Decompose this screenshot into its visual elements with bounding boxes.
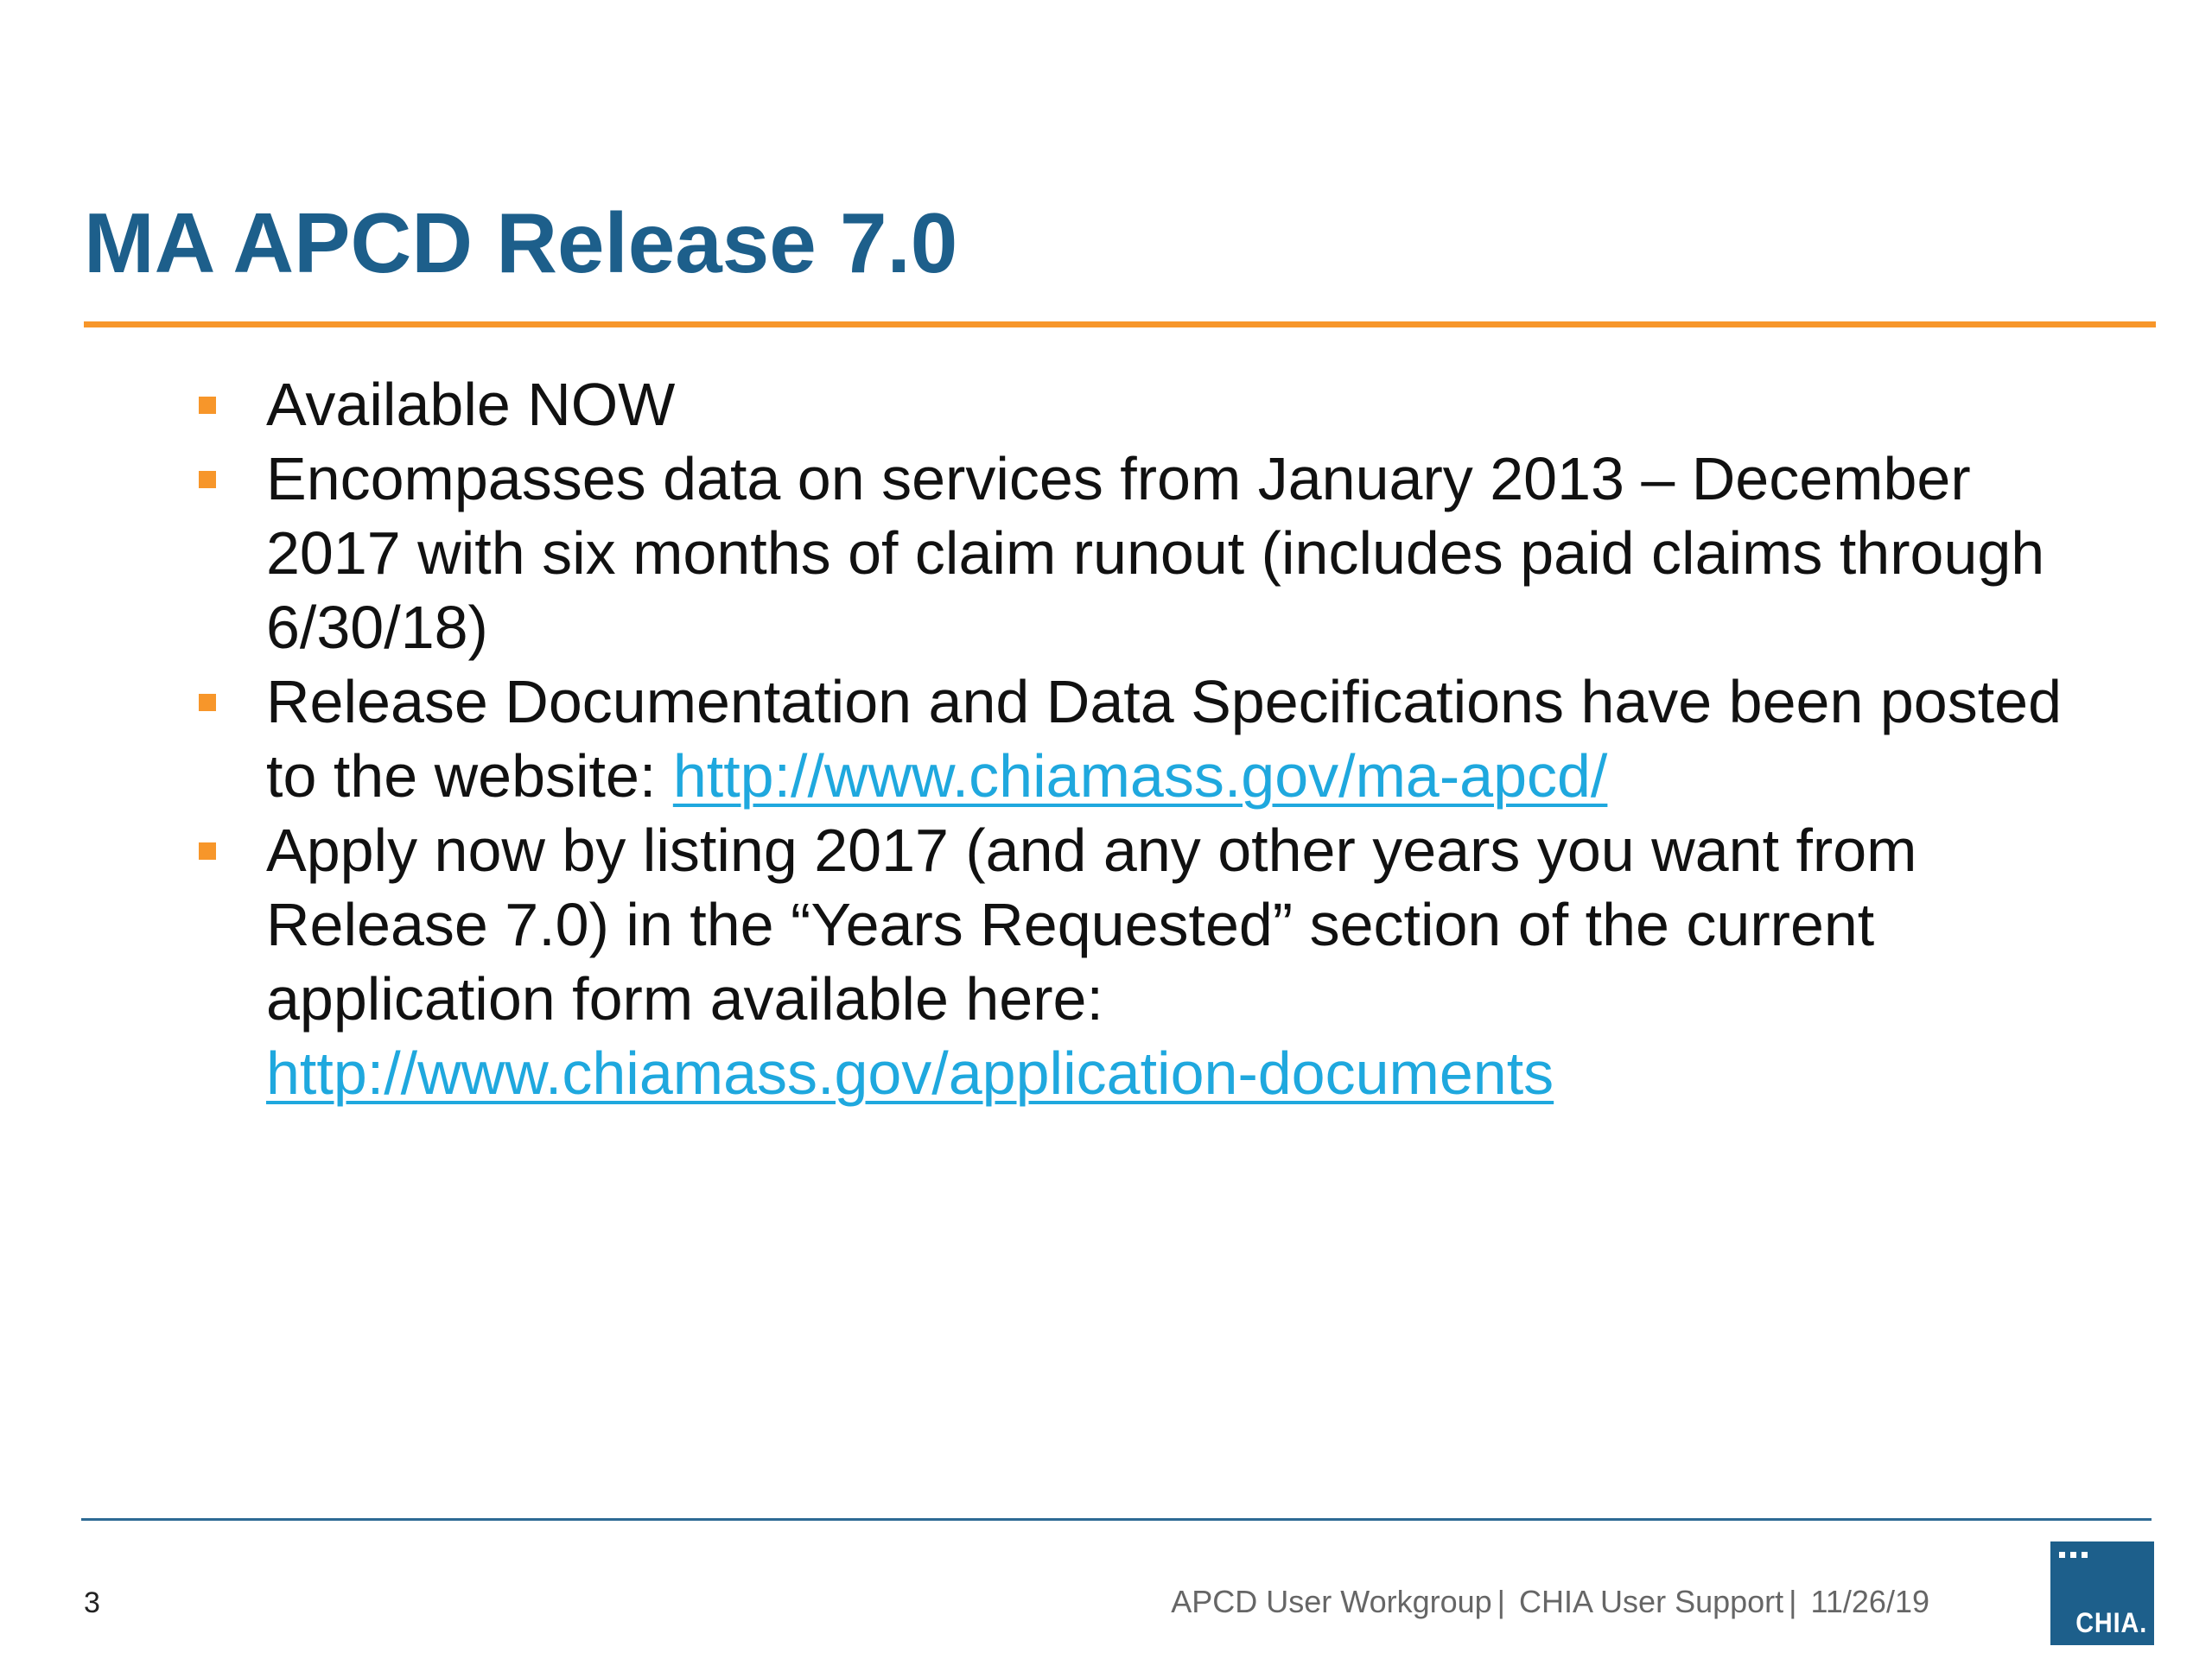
footer-separator: |	[1789, 1584, 1797, 1619]
slide-title: MA APCD Release 7.0	[84, 195, 958, 290]
square-bullet-icon	[199, 397, 216, 414]
bullet-text: Available NOW	[266, 371, 676, 438]
bullet-list	[199, 367, 2117, 1110]
bullet-item	[199, 813, 2117, 1110]
logo-text: CHIA.	[2075, 1607, 2147, 1638]
footer-date: 11/26/19	[1810, 1584, 1929, 1619]
title-divider	[84, 321, 2156, 327]
footer-divider	[81, 1518, 2152, 1521]
square-bullet-icon	[199, 842, 216, 860]
logo-dots-icon	[2059, 1552, 2088, 1558]
square-bullet-icon	[199, 694, 216, 711]
ma-apcd-link[interactable]: http://www.chiamass.gov/ma-apcd/	[672, 742, 1608, 810]
bullet-item	[199, 664, 2117, 813]
bullet-text: Release Documentation and Data Specifications have been posted to the website:	[266, 668, 2063, 810]
footer-separator: |	[1497, 1584, 1506, 1619]
bullet-text: Encompasses data on services from January 2013 – December 2017 with six months of claim runout (includes paid claims through 6/30/18)	[266, 445, 2045, 661]
bullet-text: Apply now by listing 2017 (and any other years you want from Release 7.0) in the “Years Requested” section of the current application form available here:	[266, 817, 1917, 1033]
application-documents-link[interactable]: http://www.chiamass.gov/application-documents	[266, 1039, 1554, 1107]
square-bullet-icon	[199, 471, 216, 488]
chia-logo	[2050, 1541, 2154, 1645]
page-number: 3	[84, 1586, 100, 1619]
bullet-item	[199, 367, 2117, 442]
footer-info	[1171, 1584, 1929, 1620]
bullet-item	[199, 442, 2117, 664]
footer-workgroup: APCD User Workgroup	[1171, 1584, 1492, 1619]
footer-support: CHIA User Support	[1519, 1584, 1784, 1619]
